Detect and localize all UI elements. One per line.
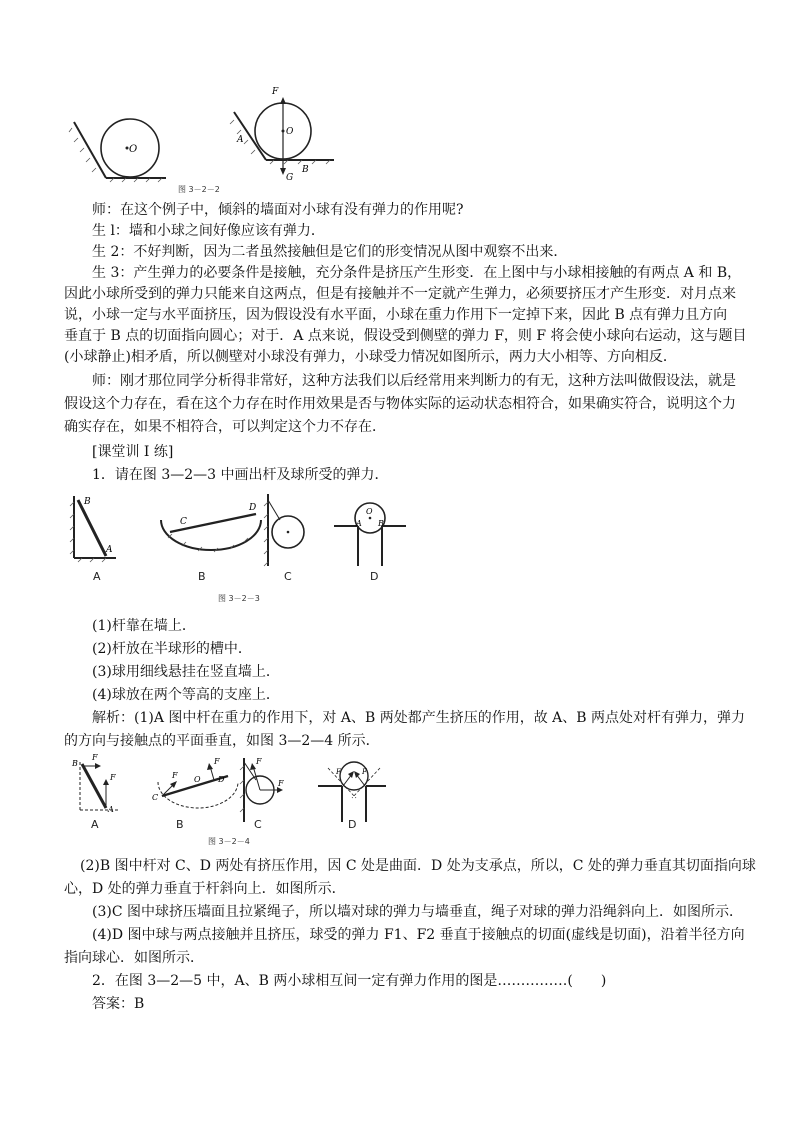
item-1: (1)杆靠在墙上． [92, 618, 196, 634]
para-4b: 因此小球所受到的弹力只能来自这两点，但是有接触并不一定就产生弹力，必须要挤压才产生形变．对月点来 [64, 286, 736, 302]
figure-3-2-4-caption: 图 3－2－4 [208, 837, 250, 846]
figure-3-2-2-caption: 图 3－2－2 [178, 185, 220, 194]
para-5a: 师：刚才那位同学分析得非常好，这种方法我们以后经常用来判断力的有无，这种方法叫做假设法，就是 [92, 373, 736, 389]
para-3: 生 2：不好判断，因为二者虽然接触但是它们的形变情况从图中观察不出来． [92, 244, 568, 260]
label-b: B [302, 165, 309, 175]
item-2: (2)杆放在半球形的槽中． [92, 641, 252, 657]
label-d-b: B [378, 519, 384, 528]
para-5b: 假设这个力存在，看在这个力存在时作用效果是否与物体实际的运动状态相符合，如果确实符合，说明这个力 [64, 396, 736, 412]
label-f: F [272, 87, 279, 97]
label-b-c: C [180, 517, 187, 527]
answer-final: 答案：B [92, 996, 145, 1012]
answer-4b: 指向球心．如图所示． [64, 950, 204, 966]
label-d-a: A [356, 519, 362, 528]
label-b-o: O [194, 775, 201, 784]
answer-2b: 心，D 处的弹力垂直于杆斜向上．如图所示． [64, 881, 346, 897]
fig324-panel-b: B [176, 818, 184, 831]
para-5c: 确实存在，如果不相符合，可以判定这个力不存在． [64, 419, 386, 435]
item-4: (4)球放在两个等高的支座上． [92, 687, 280, 703]
label-o-right: O [286, 127, 294, 137]
fig323-panel-a: A [93, 570, 101, 583]
label-d-f1: F [336, 768, 341, 776]
label-b-fd: F [214, 757, 220, 766]
label-a-fb: F [92, 753, 98, 762]
label-d-o: O [366, 507, 373, 516]
fig323-panel-d: D [370, 570, 379, 583]
para-4d: 垂直于 B 点的切面指向圆心；对于．A 点来说，假设受到侧壁的弹力 F，则 F 将会使小球向右运动，这与题目 [64, 328, 747, 344]
question-1: 1．请在图 3—2—3 中画出杆及球所受的弹力． [92, 467, 389, 483]
fig324-panel-c: C [254, 818, 262, 831]
label-d-f2: F [362, 768, 367, 776]
analysis-1a: 解析：(1)A 图中杆在重力的作用下，对 A、B 两处都产生挤压的作用，故 A、B 两点处对杆有弹力，弹力 [92, 710, 745, 726]
para-2: 生 l：墙和小球之间好像应该有弹力． [92, 223, 325, 239]
label-a: A [237, 135, 244, 145]
fig323-panel-c: C [284, 570, 292, 583]
para-4c: 说，小球一定与水平面挤压，因为假设没有水平面，小球在重力作用下一定掉下来，因此 B 点有弹力且方向 [64, 307, 728, 323]
label-b-c: C [152, 793, 159, 802]
label-a-a: A [106, 545, 113, 555]
figure-3-2-4 [66, 752, 386, 842]
label-b-d: D [218, 775, 225, 784]
para-4e: (小球静止)相矛盾，所以侧壁对小球没有弹力，小球受力情况如图所示，两力大小相等、方向相反． [64, 349, 677, 365]
analysis-1b: 的方向与接触点的平面垂直，如图 3—2—4 所示． [64, 733, 380, 749]
section-heading: [课堂训 I 练] [92, 444, 174, 460]
figure-3-2-2-drawing [66, 87, 346, 196]
figure-3-2-4-drawing [66, 752, 386, 842]
label-g: G [286, 173, 294, 183]
question-2: 2．在图 3—2—5 中，A、B 两小球相互间一定有弹力作用的图是……………( ) [92, 973, 607, 989]
figure-3-2-2 [66, 87, 346, 196]
label-a-b: B [84, 497, 91, 507]
figure-3-2-3-caption: 图 3－2－3 [218, 594, 260, 603]
answer-2a: (2)B 图中杆对 C、D 两处有挤压作用，因 C 处是曲面．D 处为支承点，所以，C 处的弹力垂直其切面指向球 [80, 858, 756, 874]
label-c-f1: F [256, 757, 262, 766]
answer-4a: (4)D 图中球与两点接触并且挤压，球受的弹力 F1、F2 垂直于接触点的切面(虚线是切面)，沿着半径方向 [92, 927, 745, 943]
fig324-panel-d: D [348, 818, 357, 831]
item-3: (3)球用细线悬挂在竖直墙上． [92, 664, 280, 680]
para-4a: 生 3：产生弹力的必要条件是接触，充分条件是挤压产生形变．在上图中与小球相接触的有两点 A 和 B， [92, 265, 742, 281]
fig323-panel-b: B [198, 570, 206, 583]
label-c-f2: F [278, 779, 284, 788]
label-o-left: O [129, 144, 138, 155]
para-1: 师：在这个例子中，倾斜的墙面对小球有没有弹力的作用呢? [92, 202, 464, 218]
figure-3-2-3 [66, 490, 426, 605]
label-a-a: A [108, 805, 114, 814]
label-a-fa: F [110, 773, 116, 782]
label-b-d: D [249, 503, 257, 513]
fig324-panel-a: A [91, 818, 99, 831]
label-b-fc: F [172, 771, 178, 780]
label-a-b: B [72, 759, 78, 768]
figure-3-2-3-drawing [66, 490, 426, 605]
answer-3: (3)C 图中球挤压墙面且拉紧绳子，所以墙对球的弹力与墙垂直，绳子对球的弹力沿绳斜向上．如图所示． [92, 904, 743, 920]
